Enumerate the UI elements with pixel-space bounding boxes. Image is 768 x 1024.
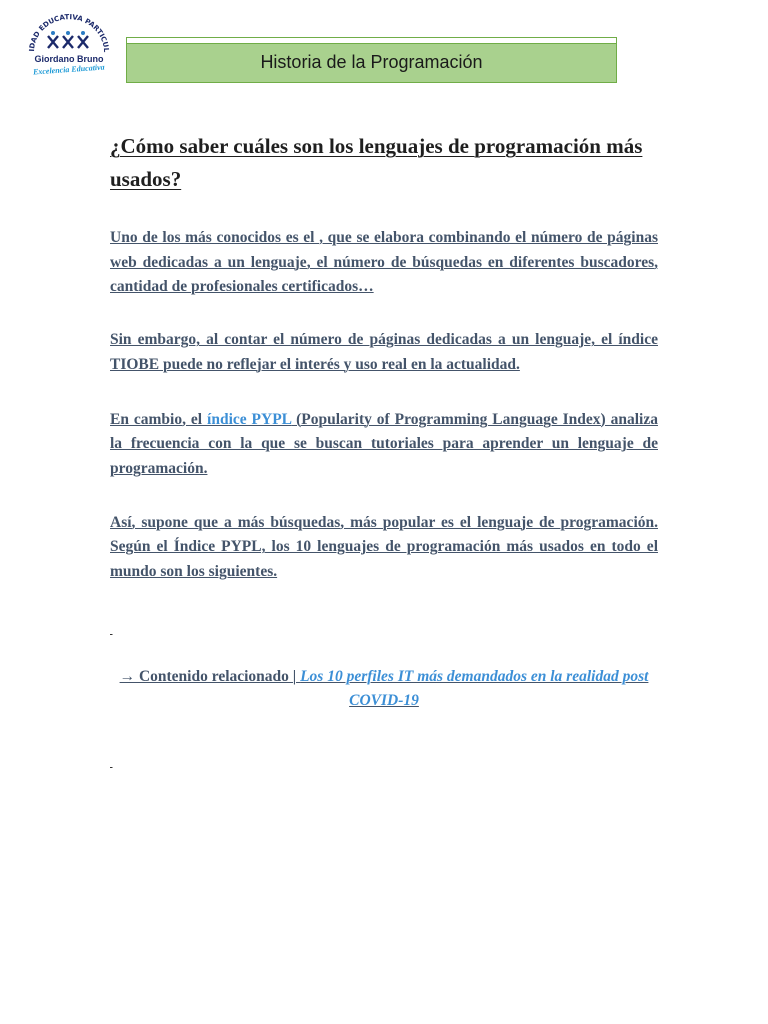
related-content-label: → Contenido relacionado | — [119, 667, 301, 685]
school-logo — [26, 14, 112, 78]
related-content-link[interactable]: Los 10 perfiles IT más demandados en la realidad post COVID-19 — [300, 667, 649, 710]
article-body — [110, 130, 658, 770]
logo-school-name: Giordano Bruno — [34, 54, 104, 64]
header-title: Historia de la Programación — [260, 52, 483, 72]
paragraph-pypl-before: En cambio, el — [110, 410, 208, 428]
empty-line-marker-2 — [110, 758, 658, 770]
empty-line-marker — [110, 625, 658, 637]
school-seal-icon — [26, 14, 112, 78]
article-heading: ¿Cómo saber cuáles son los lenguajes de programación más usados? — [110, 134, 643, 191]
logo-seal-text: IDAD EDUCATIVA PARTICUL — [27, 14, 111, 53]
header-banner — [126, 37, 617, 83]
related-content — [110, 665, 658, 714]
paragraph-pypl-after: (Popularity of Programming Language Index) analiza la frecuencia con la que se buscan tutoriales para aprender un lenguaje de programación. — [110, 410, 658, 477]
logo-motto: Excelencia Educativa — [32, 62, 105, 77]
header-top-strip — [127, 38, 616, 44]
paragraph-ranking-intro: Así, supone que a más búsquedas, más popular es el lenguaje de programación. Según el Índice PYPL, los 10 lenguajes de programación más usados en todo el mundo son los siguientes. — [110, 513, 658, 581]
paragraph-pypl — [110, 408, 658, 482]
paragraph-tiobe-intro: Uno de los más conocidos es el , que se elabora combinando el número de páginas web dedicadas a un lenguaje, el número de búsquedas en diferentes buscadores, cantidad de profesionales certificados… — [110, 229, 658, 296]
pypl-index-link[interactable]: índice PYPL — [207, 410, 292, 428]
paragraph-tiobe-limit: Sin embargo, al contar el número de páginas dedicadas a un lenguaje, el índice TIOBE puede no reflejar el interés y uso real en la actualidad. — [110, 331, 658, 373]
